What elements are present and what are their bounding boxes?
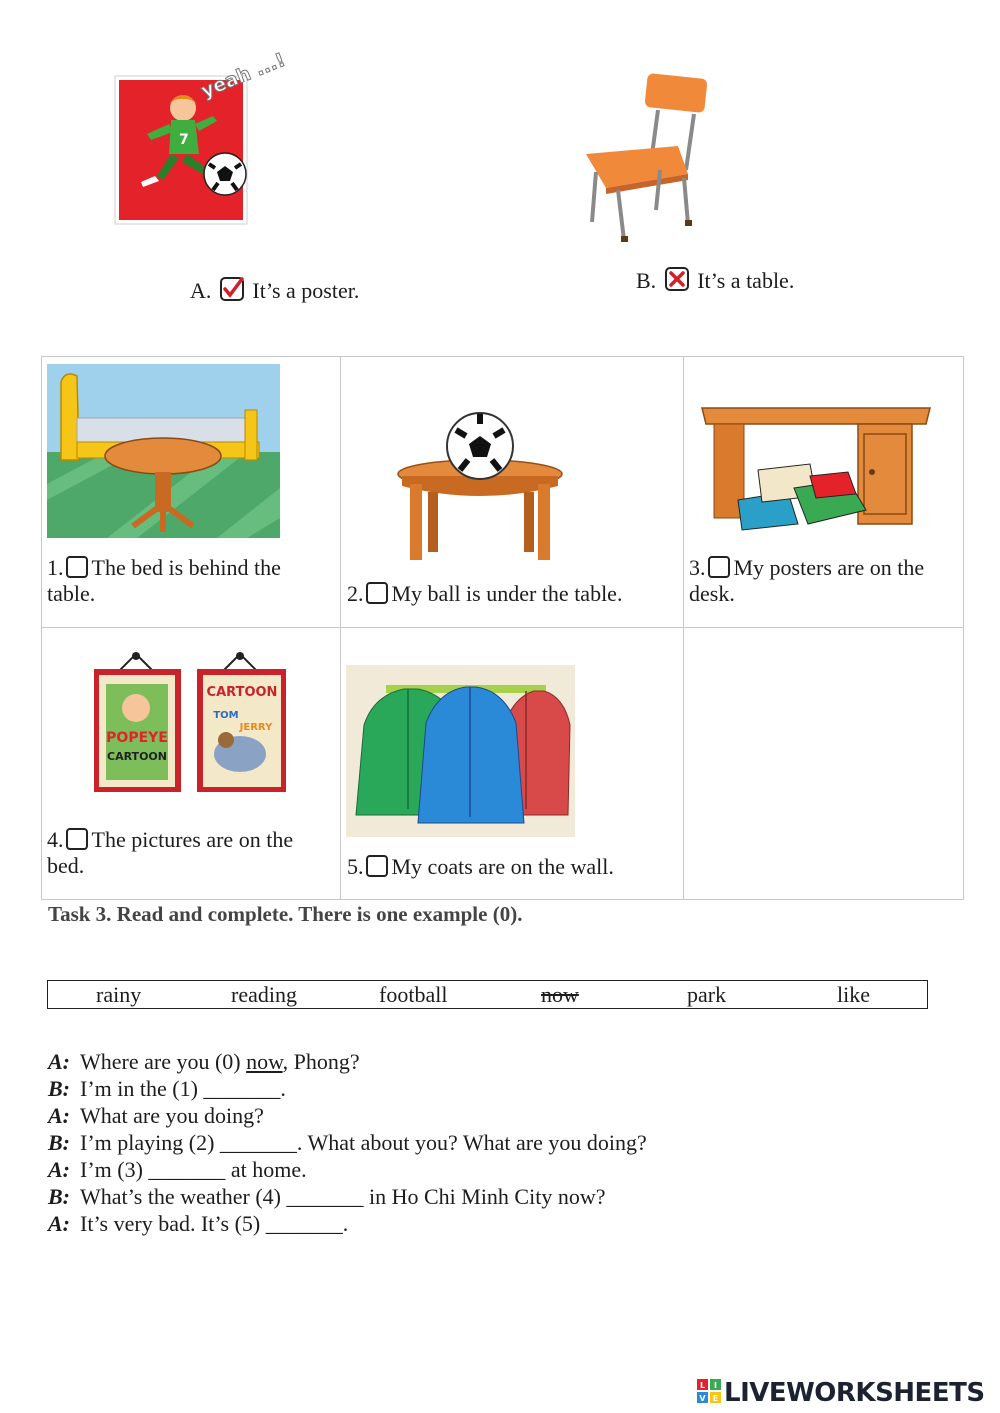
speaker: A: <box>48 1211 70 1236</box>
item-3-checkbox[interactable] <box>708 556 730 578</box>
dialogue-line-5[interactable]: B: What’s the weather (4) _______ in Ho Chi Minh City now? <box>48 1184 606 1209</box>
pictures-image <box>94 650 286 792</box>
item-5-text: My coats are on the wall. <box>391 854 614 879</box>
item-2-number: 2. <box>347 581 364 606</box>
crossed-checkbox-icon <box>664 266 690 298</box>
word-box <box>47 980 928 1009</box>
logo-cube-icon <box>696 1378 722 1409</box>
word-football: football <box>379 982 448 1007</box>
item-1-text-line1: The bed is behind the <box>91 555 281 580</box>
svg-text:I: I <box>714 1380 717 1390</box>
example-a <box>190 276 359 308</box>
example-a-letter: A. <box>190 278 212 303</box>
speaker: B: <box>48 1076 70 1101</box>
example-b-chair-image <box>582 72 712 244</box>
dialogue-line-0: A: Where are you (0) now, Phong? <box>48 1049 360 1074</box>
example-a-poster-image <box>113 74 249 226</box>
poster-right-title: CARTOON <box>206 685 278 700</box>
speaker: A: <box>48 1157 70 1182</box>
dialogue-line-2: A: What are you doing? <box>48 1103 264 1128</box>
item-1-number: 1. <box>47 555 64 580</box>
word-like: like <box>837 982 870 1007</box>
example-answer: now <box>246 1049 283 1074</box>
liveworksheets-logo <box>696 1376 985 1410</box>
speaker: A: <box>48 1103 70 1128</box>
item-3-text-line1: My posters are on the <box>733 555 925 580</box>
poster-right-sub: TOM <box>213 710 239 721</box>
poster-caption: yeah ...! <box>198 48 289 103</box>
dialogue-line-1[interactable]: B: I’m in the (1) _______. <box>48 1076 286 1101</box>
item-1-checkbox[interactable] <box>66 556 88 578</box>
desk-with-posters-image <box>698 400 934 535</box>
ball-on-table-image <box>396 410 566 565</box>
word-reading: reading <box>231 982 297 1007</box>
poster-right-sub2: JERRY <box>239 722 273 733</box>
item-4-text-line1: The pictures are on the <box>91 827 294 852</box>
poster-left-title: POPEYE <box>106 730 168 746</box>
task3-title: Task 3. Read and complete. There is one example (0). <box>48 902 523 926</box>
poster-left-sub: CARTOON <box>107 750 167 763</box>
example-b-text: It’s a table. <box>697 268 795 293</box>
word-park: park <box>687 982 727 1007</box>
checked-checkbox-icon <box>219 276 245 308</box>
item-4 <box>47 827 293 879</box>
word-now-example: now <box>541 982 579 1007</box>
svg-text:E: E <box>712 1393 719 1403</box>
example-b-letter: B. <box>636 268 657 293</box>
example-a-text: It’s a poster. <box>252 278 360 303</box>
item-3-text-line2: desk. <box>689 581 735 606</box>
item-5 <box>347 854 614 880</box>
item-4-checkbox[interactable] <box>66 828 88 850</box>
dialogue-line-4[interactable]: A: I’m (3) _______ at home. <box>48 1157 307 1182</box>
speaker: B: <box>48 1130 70 1155</box>
coats-image <box>346 665 575 837</box>
speaker: A: <box>48 1049 70 1074</box>
speaker: B: <box>48 1184 70 1209</box>
item-1-text-line2: table. <box>47 581 96 606</box>
item-4-text-line2: bed. <box>47 853 85 878</box>
dialogue-line-3[interactable]: B: I’m playing (2) _______. What about you? What are you doing? <box>48 1130 647 1155</box>
item-5-number: 5. <box>347 854 364 879</box>
svg-text:7: 7 <box>179 132 189 148</box>
bed-and-table-image <box>47 364 280 538</box>
item-3-number: 3. <box>689 555 706 580</box>
logo-text[interactable]: LIVEWORKSHEETS <box>724 1378 985 1408</box>
item-2-checkbox[interactable] <box>366 582 388 604</box>
svg-text:L: L <box>699 1380 706 1390</box>
item-2 <box>347 581 622 607</box>
dialogue-line-6[interactable]: A: It’s very bad. It’s (5) _______. <box>48 1211 349 1236</box>
item-1 <box>47 555 281 607</box>
item-3 <box>689 555 924 607</box>
svg-text:V: V <box>699 1393 706 1403</box>
item-4-number: 4. <box>47 827 64 852</box>
item-2-text: My ball is under the table. <box>391 581 623 606</box>
example-b <box>636 266 794 298</box>
word-rainy: rainy <box>96 982 142 1007</box>
item-5-checkbox[interactable] <box>366 855 388 877</box>
